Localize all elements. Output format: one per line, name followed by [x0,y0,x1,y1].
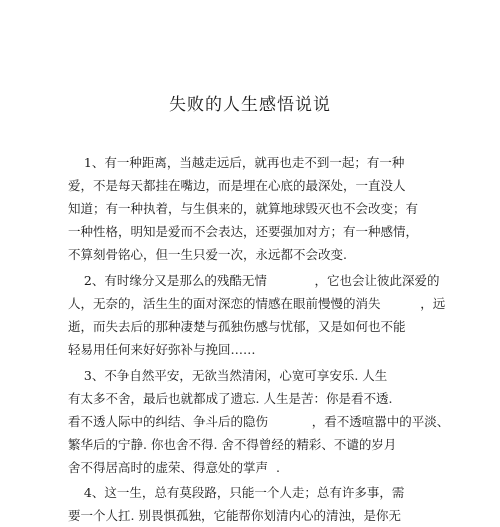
paragraph-line: 1、有一种距离，当越走远后，就再也走不到一起；有一种 [68,155,405,170]
paragraph-line: 2、有时缘分又是那么的残酷无情 ，它也会让彼此深爱的 [68,273,440,288]
paragraph-line: 一种性格，明知是爱而不会表达，还要强加对方；有一种感情， [68,224,419,239]
paragraph-line: 不算刻骨铭心，但一生只爱一次，永远都不会改变. [68,247,347,262]
paragraph-line: 有太多不舍，最后也就都成了遗忘. 人生是苦：你是看不透. [68,391,393,406]
paragraph-line: 知道；有一种执着，与生俱来的，就算地球毁灭也不会改变；有 [68,201,419,216]
paragraph-4 [68,481,448,527]
paragraph-line: 要一个人扛. 别畏惧孤独，它能帮你划清内心的清浊，是你无 [68,508,401,523]
paragraph-line: 繁华后的宁静. 你也舍不得. 舍不得曾经的精彩、不谴的岁月 [68,437,397,452]
document-title: 失败的人生感悟说说 [169,95,331,115]
paragraph-line: 爱，不是每天都挂在嘴边，而是埋在心底的最深处，一直没人 [68,178,406,193]
paragraph-1 [68,151,448,266]
paragraph-line: 3、不争自然平安，无欲当然清闲，心宽可享安乐. 人生 [68,368,388,383]
paragraph-line: 逝，而失去后的那种凄楚与孤独伤感与忧郁，又是如何也不能 [68,319,406,334]
paragraph-line: 轻易用任何来好好弥补与挽回…… [68,342,256,357]
paragraph-3 [68,364,448,479]
paragraph-line: 人，无奈的，活生生的面对深恋的情感在眼前慢慢的消失 ，远 [68,296,446,311]
paragraph-line: 4、这一生，总有莫段路，只能一个人走；总有许多事，需 [68,485,405,500]
paragraph-line: 舍不得居高时的虚荣、得意处的掌声 . [68,460,280,475]
paragraph-2 [68,269,448,361]
paragraph-line: 看不透人际中的纠结、争斗后的隐伤 ，看不透喧嚣中的平淡、 [68,414,450,429]
